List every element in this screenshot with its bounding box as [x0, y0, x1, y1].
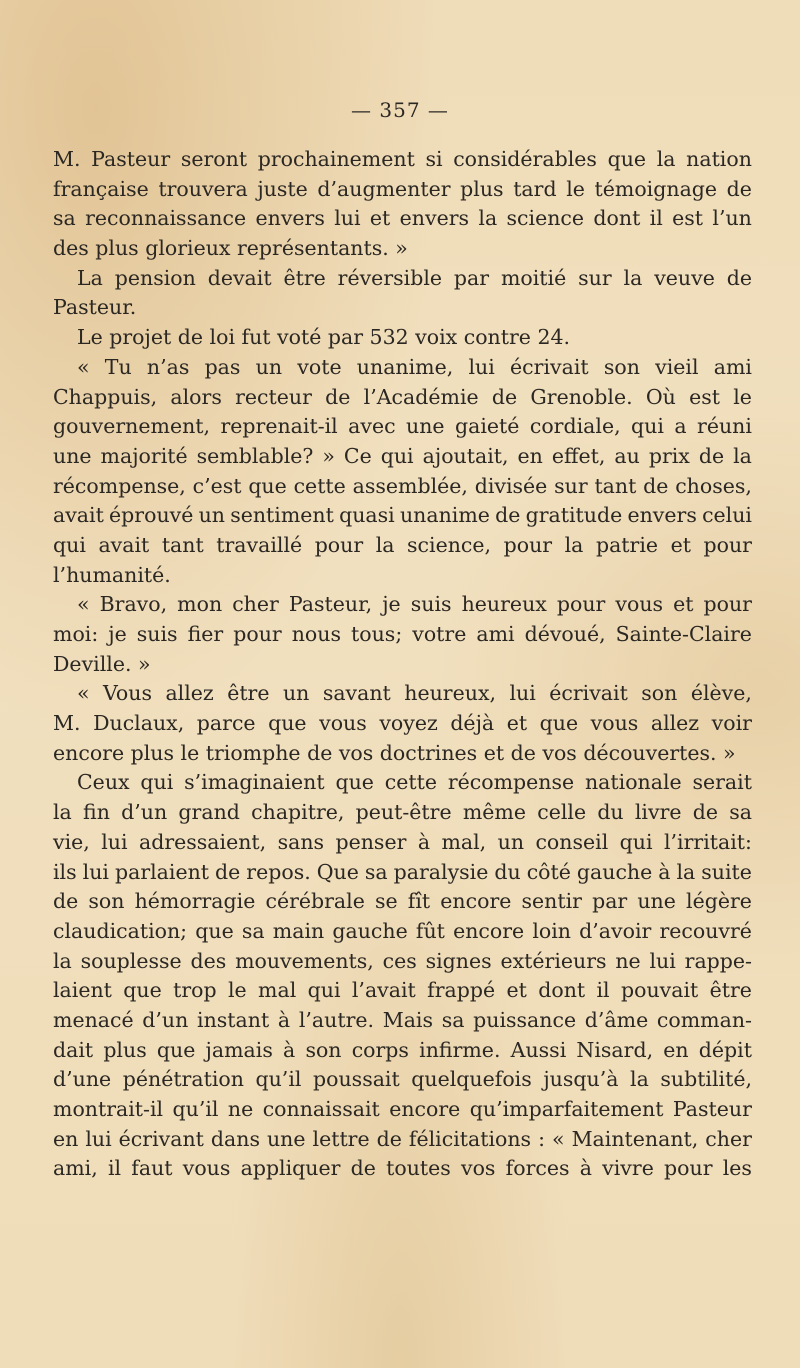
text-line: dait plus que jamais à son corps infirme. Aussi Nisard, en dépit	[53, 1037, 752, 1062]
text-line: sa reconnaissance envers lui et envers la science dont il est l’un	[53, 206, 752, 231]
text-line: « Vous allez être un savant heureux, lui écrivait son élève,	[77, 681, 752, 706]
text-line: montrait-il qu’il ne connaissait encore qu’imparfaitement Pasteur	[53, 1097, 752, 1121]
text-line: Le projet de loi fut voté par 532 voix contre 24.	[77, 325, 571, 350]
text-line: La pension devait être réversible par moitié sur la veuve de	[77, 265, 752, 290]
text-line: gouvernement, reprenait-il avec une gaieté cordiale, qui a réuni	[53, 414, 752, 439]
text-line: la souplesse des mouvements, ces signes extérieurs ne lui rappe-	[53, 948, 752, 973]
text-line: récompense, c’est que cette assemblée, divisée sur tant de choses,	[53, 473, 752, 498]
text-line: M. Duclaux, parce que vous voyez déjà et que vous allez voir	[53, 711, 752, 736]
text-line: ami, il faut vous appliquer de toutes vos forces à vivre pour les	[53, 1156, 752, 1181]
text-line: claudication; que sa main gauche fût encore loin d’avoir recouvré	[53, 918, 752, 943]
text-line: d’une pénétration qu’il poussait quelquefois jusqu’à la subtilité,	[53, 1067, 752, 1092]
text-line: ils lui parlaient de repos. Que sa paralysie du côté gauche à la suite	[53, 859, 752, 884]
text-line: Deville. »	[53, 651, 151, 676]
text-line: la fin d’un grand chapitre, peut-être même celle du livre de sa	[53, 800, 752, 825]
text-line: de son hémorragie cérébrale se fît encore sentir par une légère	[53, 889, 752, 914]
text-line: des plus glorieux représentants. »	[53, 236, 408, 261]
text-line: l’humanité.	[53, 562, 171, 587]
text-line: une majorité semblable? » Ce qui ajoutait, en effet, au prix de la	[53, 443, 752, 468]
text-line: vie, lui adressaient, sans penser à mal, un conseil qui l’irritait:	[53, 829, 752, 854]
text-line: avait éprouvé un sentiment quasi unanime de gratitude envers celui	[53, 503, 752, 528]
text-line: « Tu n’as pas un vote unanime, lui écrivait son vieil ami	[77, 354, 752, 379]
text-line: M. Pasteur seront prochainement si considérables que la nation	[53, 147, 752, 171]
text-line: Pasteur.	[53, 295, 137, 320]
text-line: menacé d’un instant à l’autre. Mais sa puissance d’âme comman-	[53, 1007, 752, 1032]
page-number: — 357 —	[351, 98, 449, 122]
text-line: Ceux qui s’imaginaient que cette récompense nationale serait	[77, 770, 752, 795]
text-line: moi: je suis fier pour nous tous; votre ami dévoué, Sainte-Claire	[53, 622, 752, 646]
text-line: encore plus le triomphe de vos doctrines et de vos découvertes. »	[53, 740, 736, 765]
text-line: « Bravo, mon cher Pasteur, je suis heureux pour vous et pour	[77, 592, 752, 617]
text-line: qui avait tant travaillé pour la science, pour la patrie et pour	[53, 532, 752, 557]
text-line: française trouvera juste d’augmenter plus tard le témoignage de	[53, 176, 752, 201]
text-line: en lui écrivant dans une lettre de félicitations : « Maintenant, cher	[53, 1126, 752, 1151]
body-text	[53, 145, 752, 1184]
text-line: laient que trop le mal qui l’avait frappé et dont il pouvait être	[53, 978, 752, 1003]
text-line: Chappuis, alors recteur de l’Académie de Grenoble. Où est le	[53, 384, 752, 409]
